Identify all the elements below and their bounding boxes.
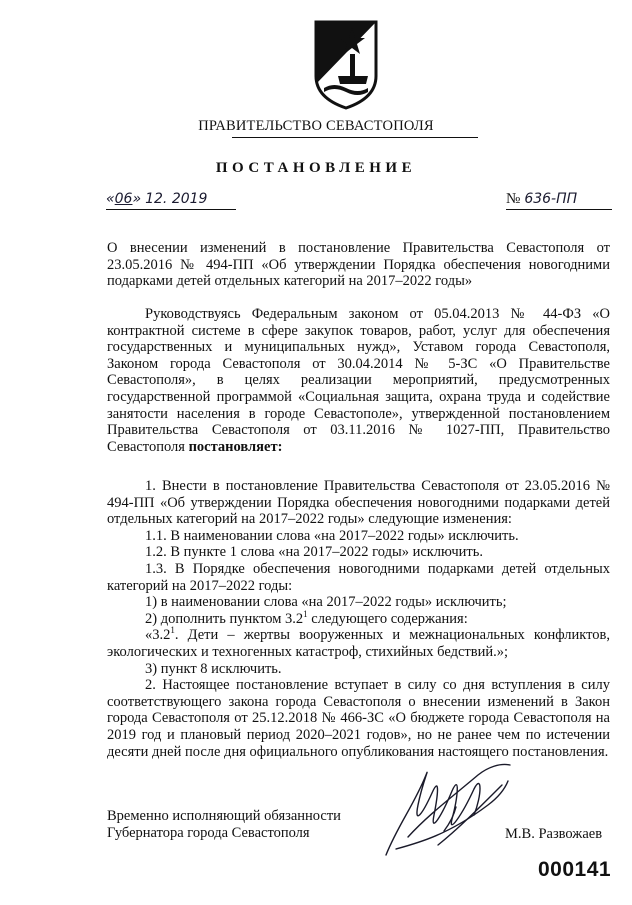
item-1-3-1: 1) в наименовании слова «на 2017–2022 годы» исключить;	[145, 594, 507, 611]
document-number	[506, 190, 612, 210]
document-date	[106, 190, 236, 210]
item-1-3: 1.3. В Порядке обеспечения новогодними подарками детей отдельных категорий на 2017–2022 годы:	[107, 560, 610, 594]
sevastopol-coat-of-arms-icon	[312, 18, 380, 110]
preamble-paragraph	[107, 306, 610, 455]
date-month-year: 12. 2019	[145, 191, 208, 207]
number-sign: №	[506, 191, 521, 207]
quoted-clause-superscript: 1	[170, 625, 175, 636]
date-open-quote: «	[106, 191, 115, 207]
item-1-3-2-end: следующего содержания:	[307, 610, 468, 627]
government-name: ПРАВИТЕЛЬСТВО СЕВАСТОПОЛЯ	[198, 118, 434, 134]
registration-number: 000141	[538, 858, 612, 881]
item-1-3-2-superscript: 1	[303, 608, 308, 619]
header-divider	[232, 137, 478, 138]
date-day: 06	[114, 191, 133, 207]
item-1-3-2-start: 2) дополнить пунктом 3.2	[145, 610, 304, 627]
quoted-clause	[107, 627, 610, 660]
date-close-quote: »	[132, 191, 142, 207]
signatory-name: М.В. Развожаев	[505, 826, 603, 842]
preamble	[107, 306, 610, 455]
preamble-decision: постановляет:	[188, 438, 283, 455]
quoted-clause-start: «3.2	[145, 627, 171, 644]
document-type-title: ПОСТАНОВЛЕНИЕ	[215, 160, 417, 176]
item-1: 1. Внести в постановление Правительства Севастополя от 23.05.2016 № 494-ПП «Об утверждении Порядка обеспечения новогодними подарками детей отдельных категорий на 2017–2022 годы» следующие изменения:	[107, 478, 610, 528]
signatory-title-line-2: Губернатора города Севастополя	[107, 825, 310, 841]
signatory-title	[107, 808, 341, 842]
item-2: 2. Настоящее постановление вступает в силу со дня вступления в силу соответствующего закона города Севастополя о внесении изменений в Закон города Севастополя от 25.12.2018 № 466-ЗС «О бюджете города Севастополя на 2019 год и плановый период 2020–2021 годов», но не ранее чем по истечении десяти дней после дня официального опубликования настоящего постановления.	[107, 677, 610, 760]
number-value: 636-ПП	[524, 191, 578, 207]
preamble-text: Руководствуясь Федеральным законом от 05.04.2013 № 44-ФЗ «О контрактной системе в сфере закупок товаров, работ, услуг для обеспечения государственных и муниципальных нужд», Уставом города Севастополя, Законом города Севастополя от 30.04.2014 № 5-ЗС «О Правительстве Севастополя», в целях реализации мероприятий, предусмотренных государственной программой «Социальная защита, охрана труда и содействие занятости населения в городе Севастополе», утвержденной постановлением Правительства Севастополя от 03.11.2016 № 1027-ПП, Правительство Севастополя	[107, 306, 610, 455]
document-subject	[107, 240, 610, 290]
handwritten-signature	[378, 745, 518, 865]
item-1-2: 1.2. В пункте 1 слова «на 2017–2022 годы» исключить.	[145, 544, 483, 561]
quoted-clause-end: . Дети – жертвы вооруженных и межнациональных конфликтов, экологических и техногенных катастроф, стихийных бедствий.»;	[107, 627, 610, 660]
subject-text: О внесении изменений в постановление Правительства Севастополя от 23.05.2016 № 494-ПП «Об утверждении Порядка обеспечения новогодними подарками детей отдельных категорий на 2017–2022 годы»	[107, 240, 610, 290]
item-1-3-2	[107, 608, 610, 628]
item-1-1: 1.1. В наименовании слова «на 2017–2022 годы» исключить.	[145, 527, 519, 544]
resolution-items	[107, 478, 610, 760]
item-1-3-3: 3) пункт 8 исключить.	[145, 660, 282, 677]
signatory-title-line-1: Временно исполняющий обязанности	[107, 808, 341, 824]
